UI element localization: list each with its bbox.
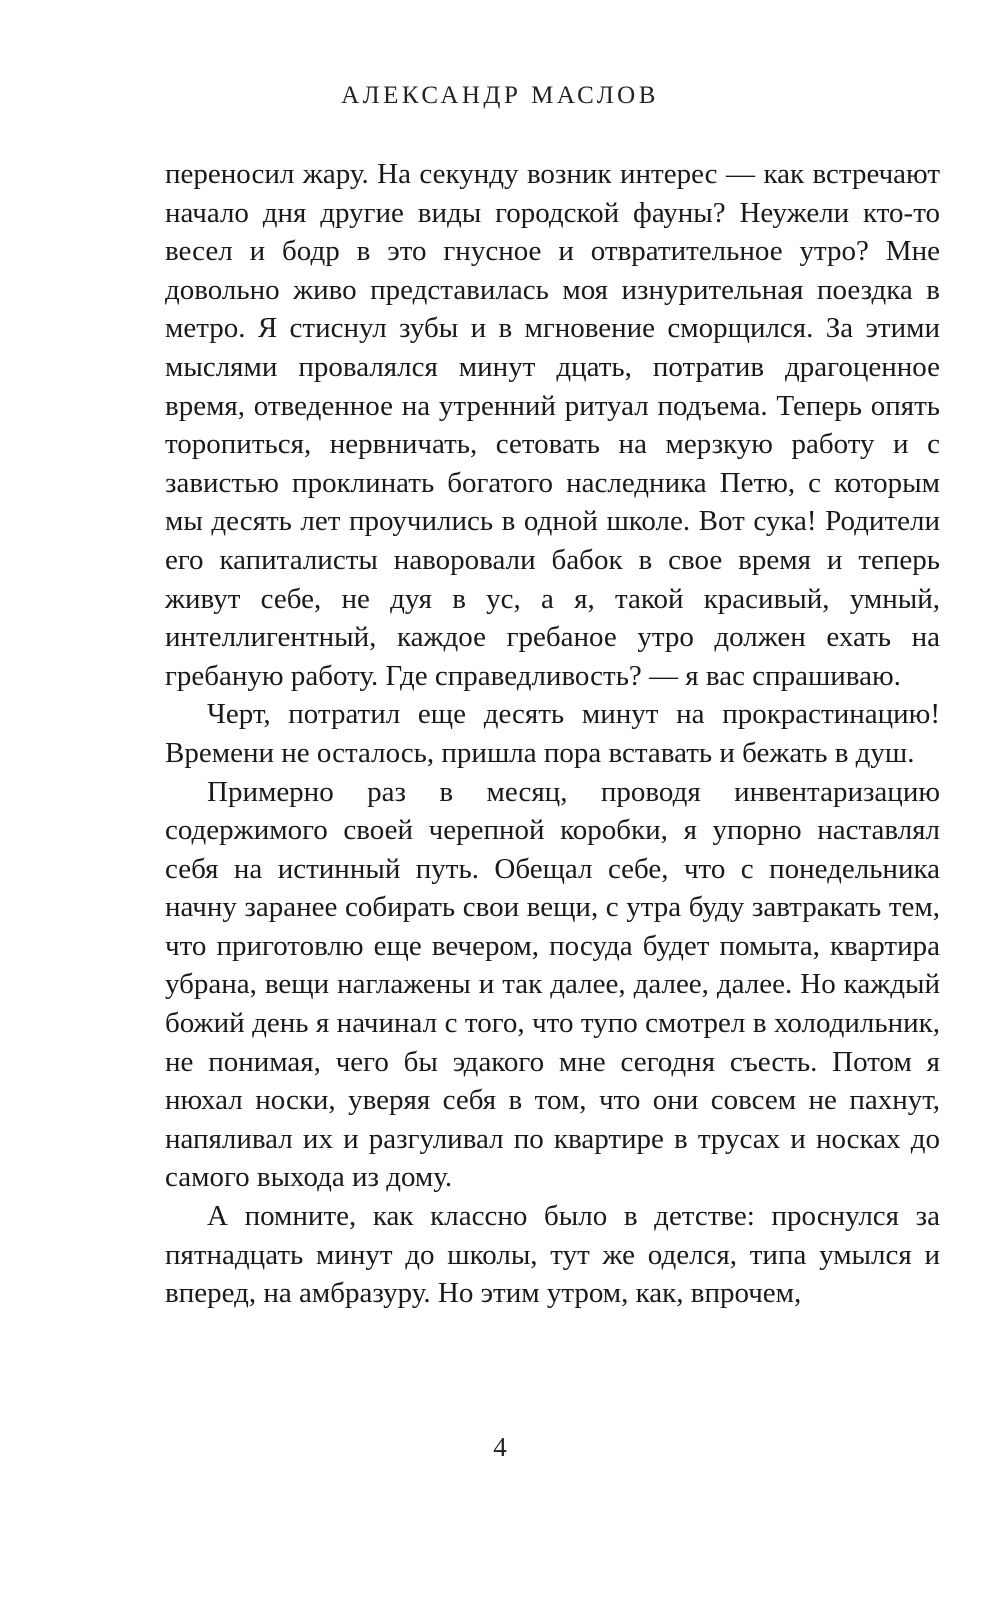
paragraph-3: Примерно раз в месяц, проводя инвентаризацию содержимого своей черепной коробки, я упорно наставлял себя на истинный путь. Обещал себе, что с понедельника начну заранее собирать свои вещи, с утра буду завтракать тем, что приготовлю еще вечером, посуда будет помыта, квартира убрана, вещи наглажены и так далее, далее, далее. Но каждый божий день я начинал с того, что тупо смотрел в холодильник, не понимая, чего бы эдакого мне сегодня съесть. Потом я нюхал носки, уверяя себя в том, что они совсем не пахнут, напяливал их и разгуливал по квартире в трусах и носках до самого выхода из дому. [165,775,940,1194]
paragraph-1: переносил жару. На секунду возник интерес — как встречают начало дня другие виды городской фауны? Неужели кто-то весел и бодр в это гнусное и отвратительное утро? Мне довольно живо представилась моя изнурительная поездка в метро. Я стиснул зубы и в мгновение сморщился. За этими мыслями провалялся минут дцать, потратив драгоценное время, отведенное на утренний ритуал подъема. Теперь опять торопиться, нервничать, сетовать на мерзкую работу и с завистью проклинать богатого наследника Петю, с которым мы десять лет проучились в одной школе. Вот сука! Родители его капиталисты наворовали бабок в свое время и теперь живут себе, не дуя в ус, а я, такой красивый, умный, интеллигентный, каждое гребаное утро должен ехать на гребаную работу. Где справедливость? — я вас спрашиваю. [165,158,940,692]
running-head: АЛЕКСАНДР МАСЛОВ [341,82,659,109]
paragraph-2: Черт, потратил еще десять минут на прокрастинацию! Времени не осталось, пришла пора вставать и бежать в душ. [165,698,940,769]
page-number: 4 [493,1432,507,1462]
body-text [165,155,940,1313]
paragraph-4: А помните, как классно было в детстве: проснулся за пятнадцать минут до школы, тут же оделся, типа умылся и вперед, на амбразуру. Но этим утром, как, впрочем, [165,1200,940,1310]
